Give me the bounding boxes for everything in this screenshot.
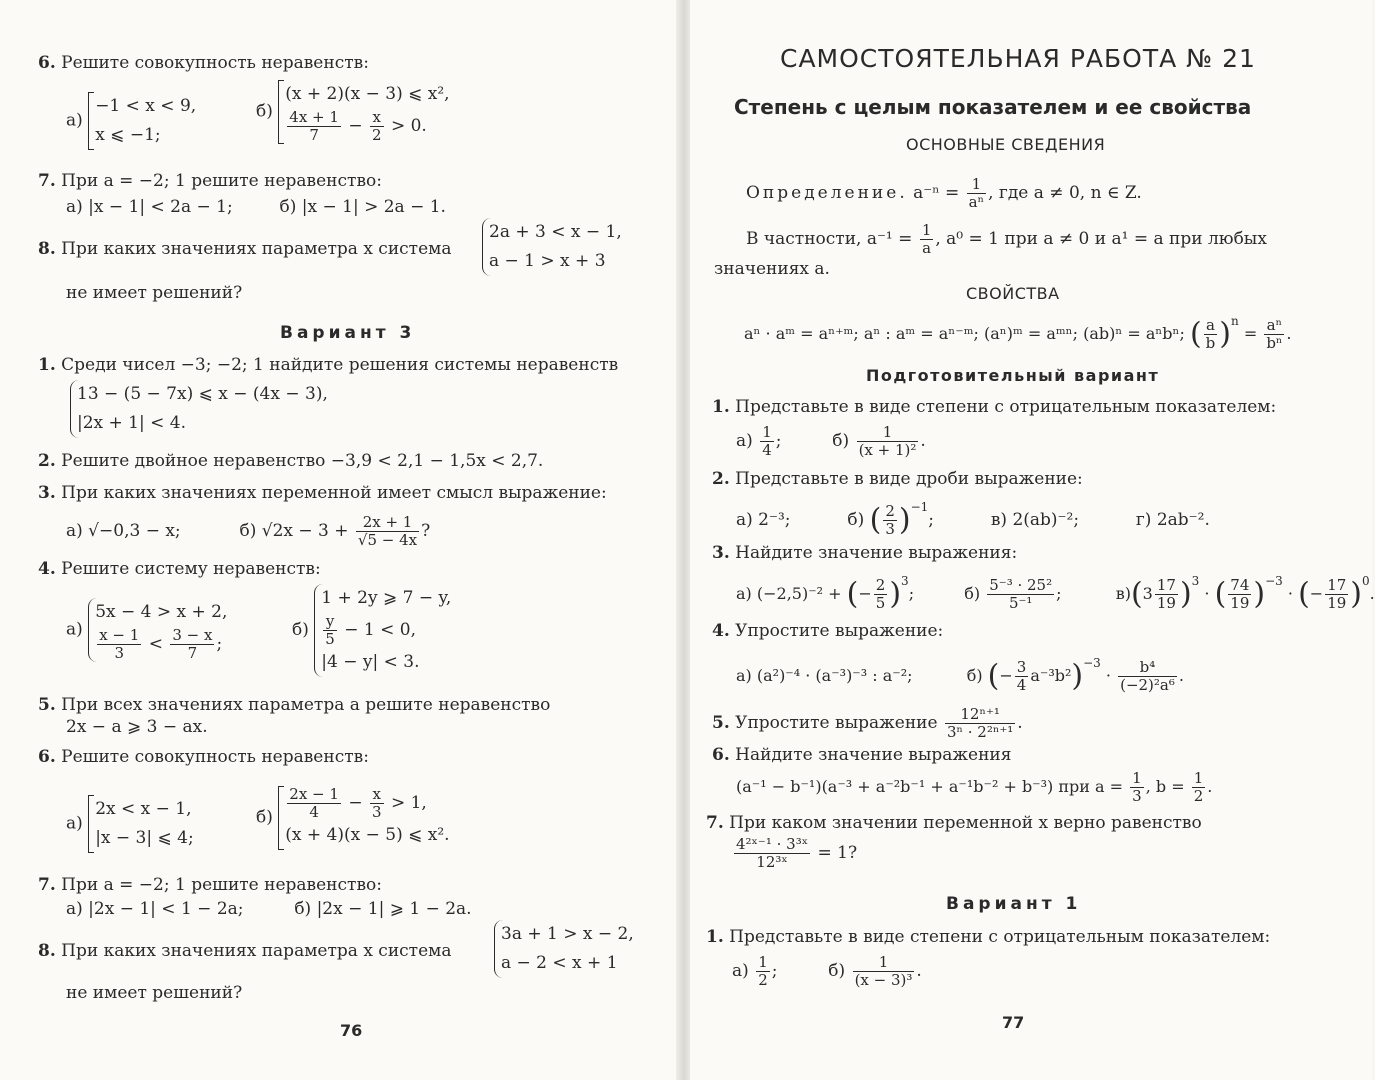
p-task-7: 7. При каком значении переменной x верно равенство	[706, 813, 1202, 833]
page-title: САМОСТОЯТЕЛЬНАЯ РАБОТА № 21	[780, 44, 1256, 73]
right-page	[690, 0, 1375, 1080]
p-task-7-expr: $\frac{\text{4²ˣ⁻¹ · 3³ˣ}}{\text{12³ˣ}}$ = 1?	[736, 835, 858, 871]
v3-task-7-parts: а) |2x − 1| < 1 − 2a; б) |2x − 1| ⩾ 1 − 2a.	[66, 899, 472, 919]
page-number: 77	[1002, 1013, 1025, 1032]
p-task-4: 4. Упростите выражение:	[712, 621, 944, 641]
task-6b: б) (x + 2)(x − 3) ⩽ x², $\frac{4x + 1}{7}$ − $\frac{x}{2}$ > 0.	[256, 80, 450, 144]
v3-task-1: 1. Среди чисел −3; −2; 1 найдите решения системы неравенств	[38, 355, 619, 375]
task-6: 6. Решите совокупность неравенств:	[38, 53, 369, 73]
v3-task-5: 5. При всех значениях параметра a решите неравенство	[38, 695, 551, 715]
v3-task-2: 2. Решите двойное неравенство −3,9 < 2,1 − 1,5x < 2,7.	[38, 451, 544, 471]
v3-task-7: 7. При a = −2; 1 решите неравенство:	[38, 875, 382, 895]
v3-task-6b: б) $\frac{2x - 1}{4}$ − $\frac{x}{3}$ > 1, (x + 4)(x − 5) ⩽ x².	[256, 786, 450, 850]
task-8: 8. При каких значениях параметра x система	[38, 239, 452, 259]
p-task-1: 1. Представьте в виде степени с отрицательным показателем:	[712, 397, 1277, 417]
task-7-parts: а) |x − 1| < 2a − 1; б) |x − 1| > 2a − 1.	[66, 197, 446, 217]
p-task-2: 2. Представьте в виде дроби выражение:	[712, 469, 1083, 489]
v3-task-6: 6. Решите совокупность неравенств:	[38, 747, 369, 767]
v3-task-1-system: 13 − (5 − 7x) ⩽ x − (4x − 3), |2x + 1| < 4.	[70, 380, 328, 438]
p-task-3: 3. Найдите значение выражения:	[712, 543, 1018, 563]
particular-case: В частности, a⁻¹ = $\frac{1}{a}$ , a⁰ = 1 при a ≠ 0 и a¹ = a при любых	[746, 221, 1267, 257]
task-7: 7. При a = −2; 1 решите неравенство:	[38, 171, 382, 191]
v3-task-4: 4. Решите систему неравенств:	[38, 559, 321, 579]
definition: Определение. a⁻ⁿ = $\frac{1}{\text{aⁿ}}$ , где a ≠ 0, n ∈ Z.	[746, 175, 1142, 211]
p-task-4-parts: а) (a²)⁻⁴ · (a⁻³)⁻³ : a⁻²; б) (− $\frac{3}{4}$ a⁻³b²)$^{-3}$ · $\frac{\text{b⁴}}{\text{(−2)²a⁶}}$ .	[736, 656, 1184, 694]
prep-variant-heading: Подготовительный вариант	[866, 366, 1160, 385]
p-task-3-parts: а) (−2,5)⁻² + (− $\frac{2}{5}$ )$^3$; б) $\frac{\text{5⁻³ · 25²}}{\text{5⁻¹}}$ ; в)(3 $\frac{17}{19}$ )$^3$ · ( $\frac{74}{19}$ )$^{-3}$ · (− $\frac{17}{19}$ )$^0$.	[736, 574, 1375, 612]
v1-task-1-parts: а) $\frac{1}{2}$ ; б) $\frac{1}{\text{(x − 3)³}}$ .	[732, 953, 922, 989]
v3-task-3: 3. При каких значениях переменной имеет смысл выражение:	[38, 483, 607, 503]
v1-task-1: 1. Представьте в виде степени с отрицательным показателем:	[706, 927, 1271, 947]
v3-task-8: 8. При каких значениях параметра x система	[38, 941, 452, 961]
p-task-6-expr: (a⁻¹ − b⁻¹)(a⁻³ + a⁻²b⁻¹ + a⁻¹b⁻² + b⁻³) при a = $\frac{1}{3}$ , b = $\frac{1}{2}$ .	[736, 769, 1213, 805]
particular-case-2: значениях a.	[714, 259, 830, 279]
left-page	[0, 0, 684, 1080]
section-properties: СВОЙСТВА	[966, 284, 1060, 303]
p-task-5: 5. Упростите выражение $\frac{\text{12ⁿ⁺¹}}{\text{3ⁿ · 2²ⁿ⁺¹}}$ .	[712, 705, 1023, 741]
v3-task-5-line2: 2x − a ⩾ 3 − ax.	[66, 717, 208, 737]
v3-task-3-parts: а) √−0,3 − x; б) √2x − 3 + $\frac{2x + 1}{√5 - 4x}$ ?	[66, 513, 431, 549]
page-number: 76	[340, 1021, 363, 1040]
set-bracket: −1 < x < 9, x ⩽ −1;	[88, 92, 196, 150]
set-bracket: (x + 2)(x − 3) ⩽ x², $\frac{4x + 1}{7}$ − $\frac{x}{2}$ > 0.	[278, 80, 449, 144]
task-8-system: 2a + 3 < x − 1, a − 1 > x + 3	[482, 218, 622, 276]
section-basics: ОСНОВНЫЕ СВЕДЕНИЯ	[906, 135, 1106, 154]
task-8-tail: не имеет решений?	[66, 283, 243, 303]
v3-task-8-tail: не имеет решений?	[66, 983, 243, 1003]
v3-task-8-system: 3a + 1 > x − 2, a − 2 < x + 1	[494, 920, 634, 978]
task-6a: а) −1 < x < 9, x ⩽ −1;	[66, 92, 196, 150]
p-task-2-parts: а) 2⁻³; б) ( $\frac{2}{3}$ )$^{-1}$; в) 2(ab)⁻²; г) 2ab⁻².	[736, 500, 1210, 538]
properties: aⁿ · aᵐ = aⁿ⁺ᵐ; aⁿ : aᵐ = aⁿ⁻ᵐ; (aⁿ)ᵐ = aᵐⁿ; (ab)ⁿ = aⁿbⁿ; ( $\frac{a}{b}$ )$^n$ = $\frac{\text{aⁿ}}{\text{bⁿ}}$ .	[744, 314, 1292, 352]
variant-1-heading: Вариант 1	[946, 894, 1082, 914]
v3-task-4a: а) 5x − 4 > x + 2, $\frac{x - 1}{3}$ < $\frac{3 - x}{7}$ ;	[66, 598, 227, 662]
p-task-6: 6. Найдите значение выражения	[712, 745, 1012, 765]
v3-task-6a: а) 2x < x − 1, |x − 3| ⩽ 4;	[66, 795, 194, 853]
variant-heading: Вариант 3	[280, 323, 416, 343]
topic-title: Степень с целым показателем и ее свойства	[734, 95, 1252, 119]
v3-task-4b: б) 1 + 2y ⩾ 7 − y, $\frac{y}{5}$ − 1 < 0, |4 − y| < 3.	[292, 584, 451, 677]
p-task-1-parts: а) $\frac{1}{4}$ ; б) $\frac{1}{\text{(x + 1)²}}$ .	[736, 423, 926, 459]
